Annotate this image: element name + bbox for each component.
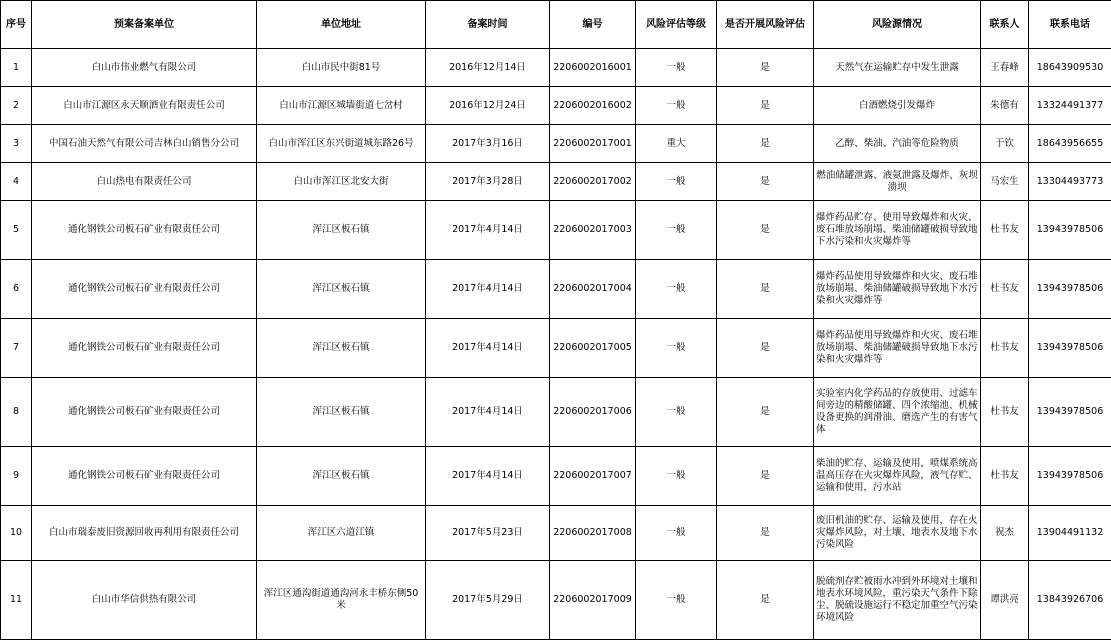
cell-phone: 13324491377 [1029,87,1111,125]
table-row [1,378,1111,447]
cell-phone: 18643909530 [1029,49,1111,87]
header-risk: 风险源情况 [814,1,981,49]
cell-unit: 白山市伟业燃气有限公司 [32,49,257,87]
cell-assessed: 是 [717,260,814,319]
cell-no: 11 [1,561,32,640]
cell-no: 9 [1,447,32,506]
cell-phone: 13304493773 [1029,163,1111,201]
cell-unit: 白山热电有限责任公司 [32,163,257,201]
cell-contact: 谭洪亮 [981,561,1029,640]
cell-no: 7 [1,319,32,378]
cell-risk: 爆炸药品使用导致爆炸和火灾、废石堆放场崩塌、柴油储罐破损导致地下水污染和火灾爆炸等 [814,319,981,378]
cell-unit: 通化钢铁公司板石矿业有限责任公司 [32,201,257,260]
cell-code: 2206002016002 [550,87,636,125]
header-code: 编号 [550,1,636,49]
cell-phone: 13943978506 [1029,378,1111,447]
cell-risk: 废旧机油的贮存、运输及使用，存在火灾爆炸风险，对土壤、地表水及地下水污染风险 [814,506,981,561]
cell-date: 2017年3月16日 [426,125,550,163]
cell-assessed: 是 [717,378,814,447]
cell-date: 2017年3月28日 [426,163,550,201]
table-row [1,260,1111,319]
cell-date: 2016年12月24日 [426,87,550,125]
cell-risk: 爆炸药品使用导致爆炸和火灾、废石堆放场崩塌、柴油储罐破损导致地下水污染和火灾爆炸等 [814,260,981,319]
cell-address: 浑江区板石镇 [257,260,426,319]
cell-level: 一般 [636,87,717,125]
cell-address: 浑江区板石镇 [257,319,426,378]
header-address: 单位地址 [257,1,426,49]
cell-no: 6 [1,260,32,319]
cell-date: 2017年4月14日 [426,319,550,378]
cell-address: 白山市浑江区北安大街 [257,163,426,201]
cell-address: 白山市民中街81号 [257,49,426,87]
cell-risk: 柴油的贮存、运输及使用，喷煤系统高温高压存在火灾爆炸风险，液气存贮、运输和使用，污水站 [814,447,981,506]
cell-address: 浑江区通沟街道通沟河永丰桥东侧50米 [257,561,426,640]
cell-contact: 马宏生 [981,163,1029,201]
cell-date: 2017年5月29日 [426,561,550,640]
cell-assessed: 是 [717,125,814,163]
cell-contact: 杜书友 [981,319,1029,378]
cell-contact: 王春峰 [981,49,1029,87]
cell-level: 一般 [636,163,717,201]
cell-date: 2017年4月14日 [426,260,550,319]
cell-code: 2206002017001 [550,125,636,163]
cell-level: 一般 [636,506,717,561]
cell-unit: 白山市瑞泰废旧资源回收再利用有限责任公司 [32,506,257,561]
cell-no: 1 [1,49,32,87]
cell-risk: 天然气在运输贮存中发生泄露 [814,49,981,87]
table-row [1,125,1111,163]
cell-date: 2017年4月14日 [426,201,550,260]
cell-no: 8 [1,378,32,447]
cell-no: 10 [1,506,32,561]
cell-code: 2206002017005 [550,319,636,378]
cell-date: 2017年5月23日 [426,506,550,561]
table-row [1,163,1111,201]
cell-no: 2 [1,87,32,125]
cell-level: 一般 [636,260,717,319]
cell-phone: 13904491132 [1029,506,1111,561]
cell-contact: 杜书友 [981,378,1029,447]
cell-code: 2206002017008 [550,506,636,561]
cell-assessed: 是 [717,561,814,640]
cell-assessed: 是 [717,49,814,87]
cell-date: 2016年12月14日 [426,49,550,87]
cell-date: 2017年4月14日 [426,378,550,447]
cell-level: 一般 [636,378,717,447]
cell-level: 一般 [636,49,717,87]
cell-contact: 祝杰 [981,506,1029,561]
cell-code: 2206002017004 [550,260,636,319]
header-phone: 联系电话 [1029,1,1111,49]
cell-code: 2206002017007 [550,447,636,506]
cell-risk: 乙醇、柴油、汽油等危险物质 [814,125,981,163]
table-row [1,561,1111,640]
cell-unit: 通化钢铁公司板石矿业有限责任公司 [32,319,257,378]
cell-address: 浑江区板石镇 [257,201,426,260]
cell-address: 浑江区六道江镇 [257,506,426,561]
cell-phone: 13943978506 [1029,319,1111,378]
header-assessed: 是否开展风险评估 [717,1,814,49]
cell-no: 4 [1,163,32,201]
cell-assessed: 是 [717,506,814,561]
cell-level: 一般 [636,319,717,378]
cell-level: 一般 [636,201,717,260]
cell-phone: 13943978506 [1029,260,1111,319]
cell-risk: 白酒燃烧引发爆炸 [814,87,981,125]
cell-unit: 通化钢铁公司板石矿业有限责任公司 [32,447,257,506]
table-row [1,49,1111,87]
cell-code: 2206002017002 [550,163,636,201]
cell-address: 白山市浑江区东兴街道城东路26号 [257,125,426,163]
cell-risk: 实验室内化学药品的存放使用、过滤车间旁边的精酸储罐、四个浓缩池、机械设备更换的润滑油、磨选产生的有害气体 [814,378,981,447]
cell-unit: 通化钢铁公司板石矿业有限责任公司 [32,260,257,319]
cell-level: 一般 [636,561,717,640]
cell-address: 浑江区板石镇 [257,447,426,506]
cell-address: 浑江区板石镇 [257,378,426,447]
cell-assessed: 是 [717,163,814,201]
cell-code: 2206002017003 [550,201,636,260]
cell-level: 一般 [636,447,717,506]
header-level: 风险评估等级 [636,1,717,49]
table-row [1,319,1111,378]
header-unit: 预案备案单位 [32,1,257,49]
cell-phone: 13943978506 [1029,447,1111,506]
cell-unit: 白山市江源区永天顺酒业有限责任公司 [32,87,257,125]
cell-unit: 通化钢铁公司板石矿业有限责任公司 [32,378,257,447]
cell-phone: 13943978506 [1029,201,1111,260]
table-row [1,506,1111,561]
cell-contact: 杜书友 [981,201,1029,260]
header-no: 序号 [1,1,32,49]
cell-contact: 于钦 [981,125,1029,163]
cell-level: 重大 [636,125,717,163]
cell-no: 5 [1,201,32,260]
cell-code: 2206002017009 [550,561,636,640]
header-row [1,1,1111,49]
cell-unit: 白山市华信供热有限公司 [32,561,257,640]
cell-risk: 脱硫剂存贮被雨水冲到外环境对土壤和地表水环境风险，重污染天气条件下除尘、脱硫设施运行不稳定加重空气污染环境风险 [814,561,981,640]
cell-code: 2206002016001 [550,49,636,87]
cell-contact: 杜书友 [981,447,1029,506]
cell-code: 2206002017006 [550,378,636,447]
cell-contact: 朱德有 [981,87,1029,125]
cell-assessed: 是 [717,447,814,506]
header-contact: 联系人 [981,1,1029,49]
cell-assessed: 是 [717,87,814,125]
cell-risk: 爆炸药品贮存、使用导致爆炸和火灾、废石堆放场崩塌、柴油储罐破损导致地下水污染和火灾爆炸等 [814,201,981,260]
header-date: 备案时间 [426,1,550,49]
cell-unit: 中国石油天然气有限公司吉林白山销售分公司 [32,125,257,163]
table-row [1,447,1111,506]
cell-address: 白山市江源区城墙街道七岔村 [257,87,426,125]
table-row [1,87,1111,125]
cell-phone: 18643956655 [1029,125,1111,163]
cell-assessed: 是 [717,201,814,260]
cell-assessed: 是 [717,319,814,378]
cell-phone: 13843926706 [1029,561,1111,640]
cell-no: 3 [1,125,32,163]
table-row [1,201,1111,260]
cell-contact: 杜书友 [981,260,1029,319]
cell-risk: 燃油储罐泄露、液氨泄露及爆炸、灰坝溃坝 [814,163,981,201]
cell-date: 2017年4月14日 [426,447,550,506]
